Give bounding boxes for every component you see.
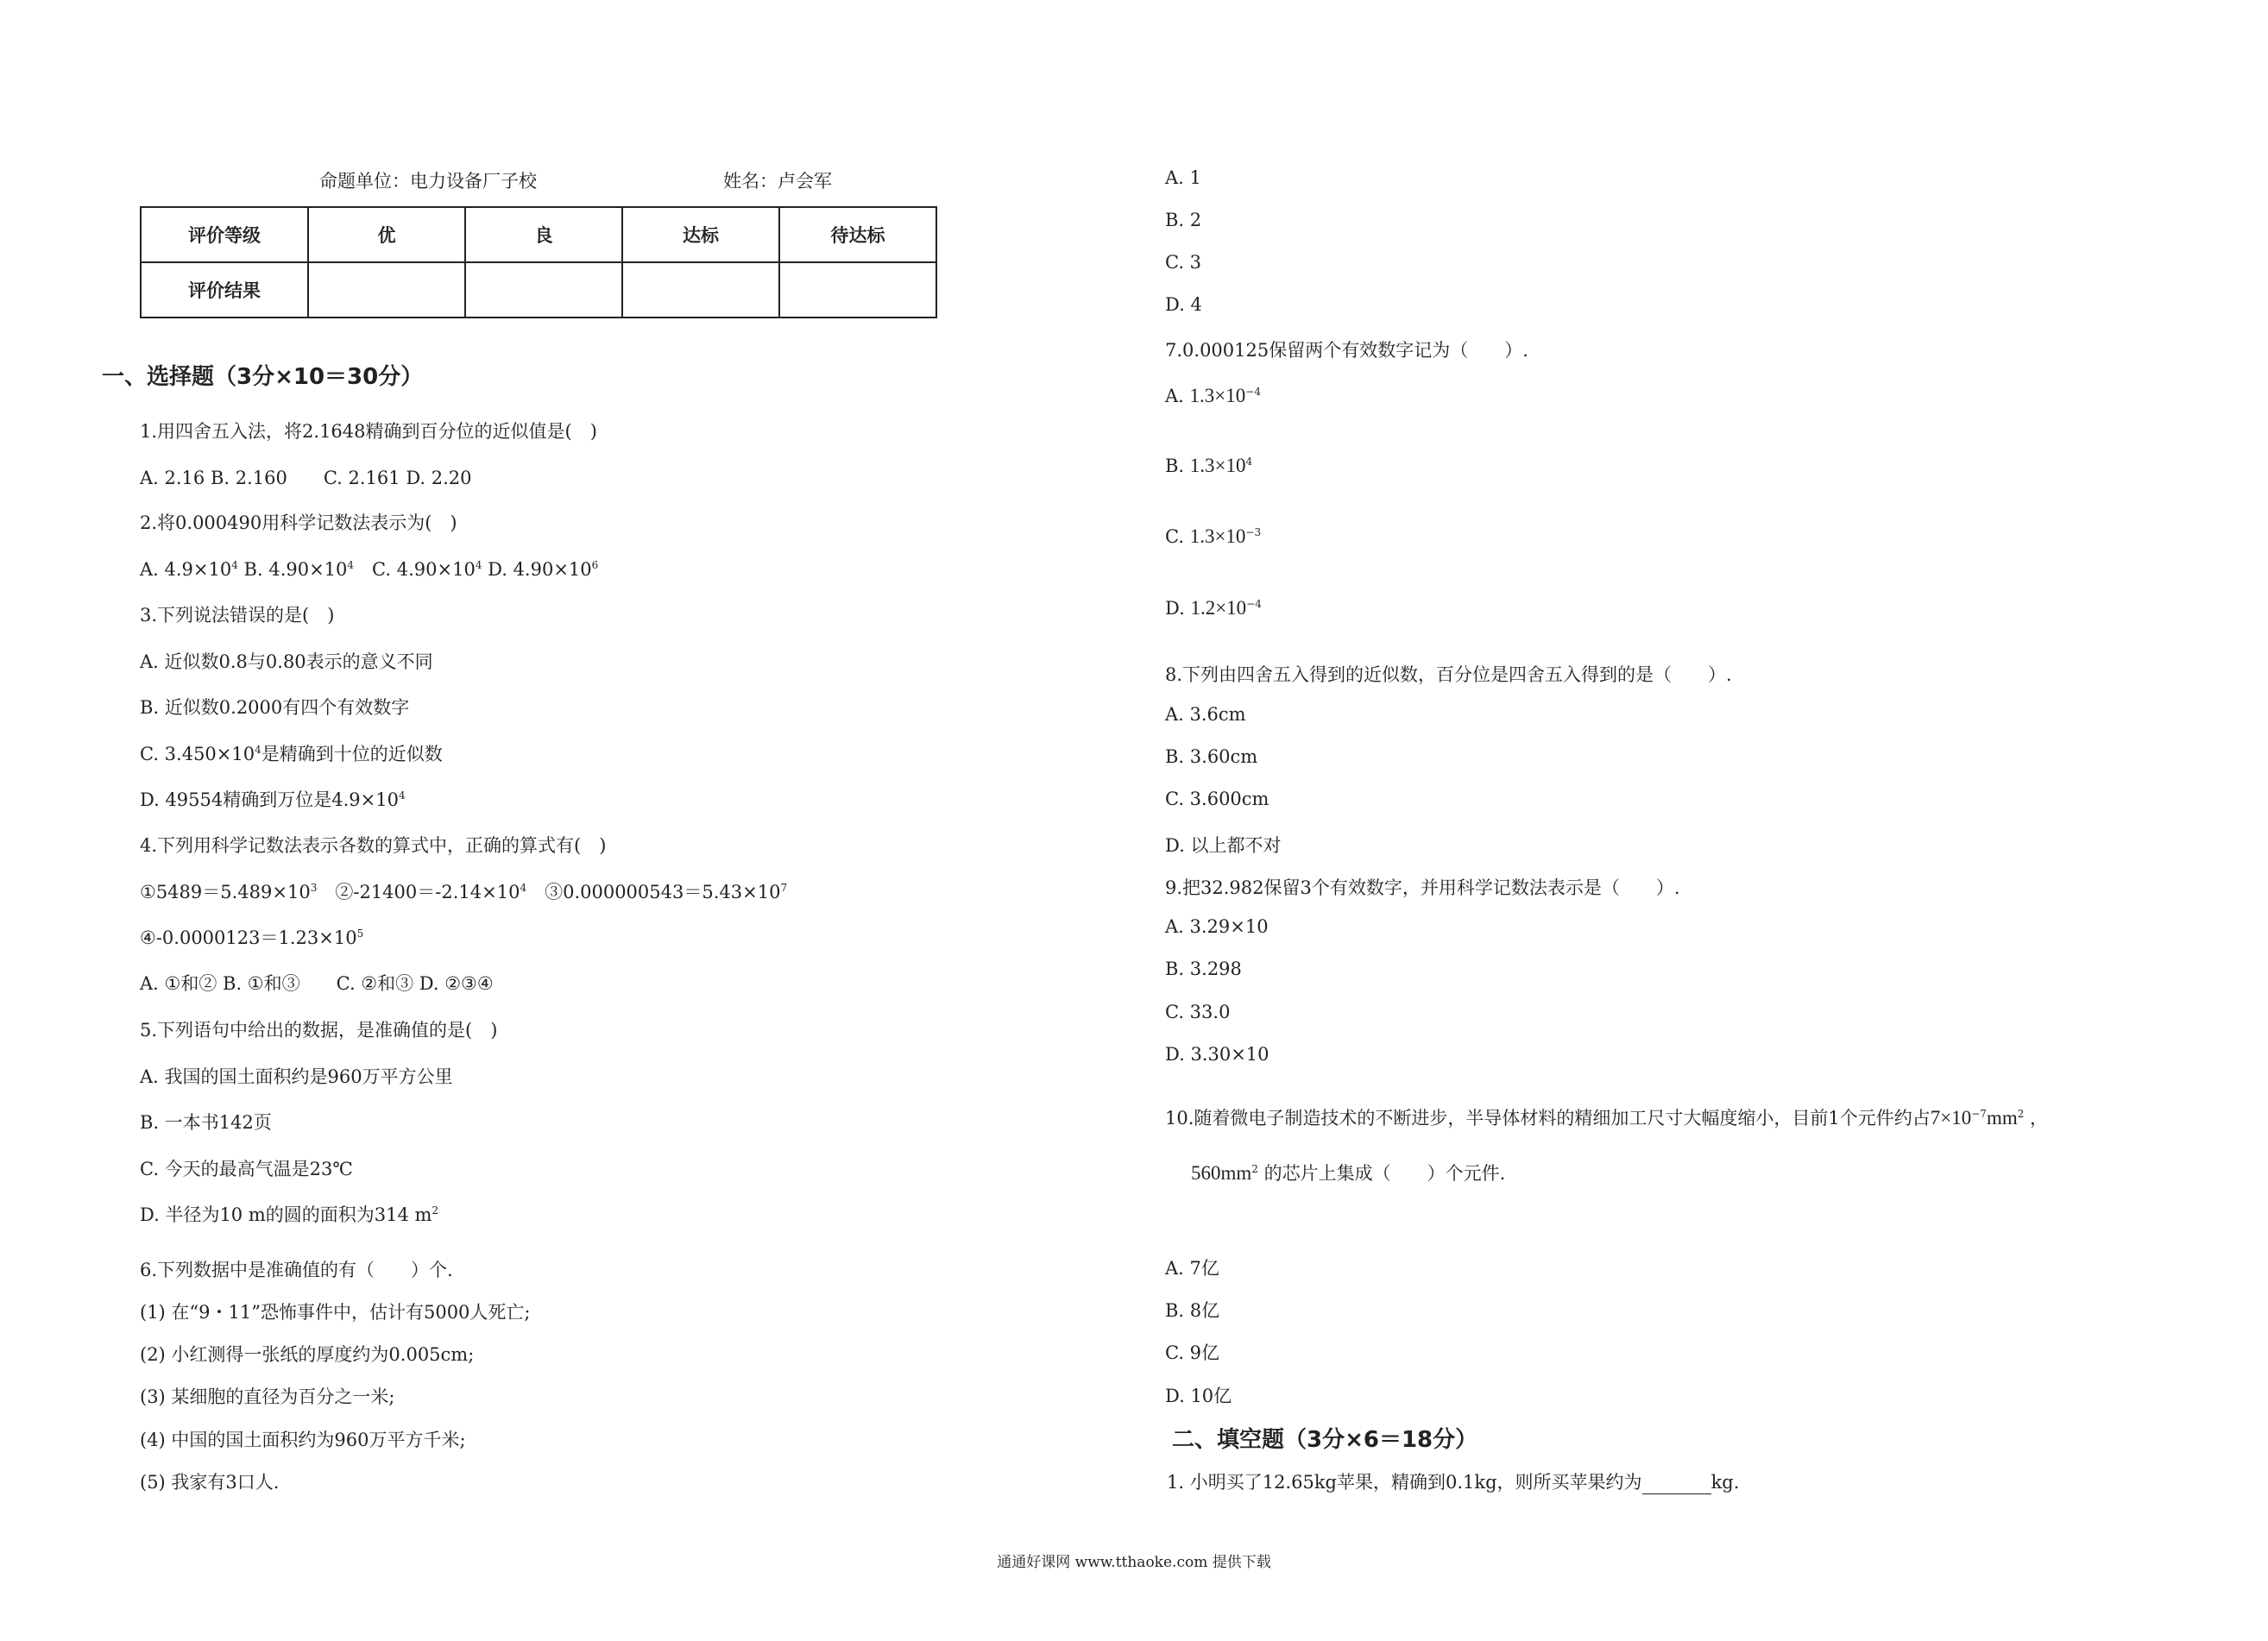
question-option: C. 33.0: [1165, 1002, 1231, 1022]
question-item: (4) 中国的国土面积约为960万平方千米;: [140, 1430, 466, 1450]
question-option: A. 3.29×10: [1165, 916, 1269, 937]
question-option: A. 近似数0.8与0.80表示的意义不同: [140, 651, 433, 672]
question-stem: 1.用四舍五入法，将2.1648精确到百分位的近似值是( ): [140, 421, 597, 442]
question-options: A. ①和② B. ①和③ C. ②和③ D. ②③④: [140, 973, 494, 994]
question-option: D. $1.2\times 10^{-4}$: [1165, 597, 1262, 619]
question-option: B. 一本书142页: [140, 1112, 272, 1133]
question-stem: 7.0.000125保留两个有效数字记为（ ）.: [1165, 340, 1528, 361]
table-cell: 良: [465, 207, 622, 262]
evaluation-table: [140, 206, 937, 318]
question-line: $560mm^2$ 的芯片上集成（ ）个元件.: [1191, 1162, 1506, 1184]
question-stem: 4.下列用科学记数法表示各数的算式中，正确的算式有( ): [140, 835, 607, 856]
question-stem: 5.下列语句中给出的数据，是准确值的是( ): [140, 1020, 498, 1041]
question-option: A. 3.6cm: [1165, 704, 1246, 725]
question-option: D. 以上都不对: [1165, 835, 1282, 856]
table-row: [141, 207, 936, 262]
question-option: B. $1.3\times 10^4$: [1165, 455, 1253, 476]
question-option: C. 3: [1165, 252, 1202, 273]
table-cell: 待达标: [779, 207, 936, 262]
question-option: D. 4: [1165, 294, 1202, 315]
question-option: B. 2: [1165, 210, 1202, 230]
table-cell: 评价等级: [141, 207, 308, 262]
section-title: 一、选择题（3分×10＝30分）: [102, 364, 424, 390]
question-stem: 9.把32.982保留3个有效数字，并用科学记数法表示是（ ）.: [1165, 877, 1680, 898]
table-cell: [308, 262, 465, 318]
table-cell: 评价结果: [141, 262, 308, 318]
question-stem: 2.将0.000490用科学记数法表示为( ): [140, 512, 457, 533]
question-option: B. 近似数0.2000有四个有效数字: [140, 697, 410, 718]
table-cell: [622, 262, 779, 318]
table-cell: 达标: [622, 207, 779, 262]
answer-blank: [1642, 1478, 1711, 1494]
table-row: [141, 262, 936, 318]
question-option: C. $3.450\times 10^4$是精确到十位的近似数: [140, 744, 443, 764]
question-stem: 6.下列数据中是准确值的有（ ）个.: [140, 1260, 453, 1280]
question-item: (2) 小红测得一张纸的厚度约为0.005cm;: [140, 1344, 475, 1365]
table-cell: [465, 262, 622, 318]
question-stem: 10.随着微电子制造技术的不断进步，半导体材料的精细加工尺寸大幅度缩小，目前1个元件约占$7\times 10^{-7}mm^2$ ，: [1165, 1107, 2049, 1129]
question-option: D. 10亿: [1165, 1386, 1232, 1406]
question-item: (5) 我家有3口人.: [140, 1472, 280, 1493]
question-option: A. 1: [1165, 167, 1201, 188]
question-option: A. 我国的国土面积约是960万平方公里: [140, 1066, 453, 1087]
question-options: A. 2.16 B. 2.160 C. 2.161 D. 2.20: [140, 468, 472, 488]
question-line: $①5489=5.489\times 10^3$ $②-21400=-2.14\times 10^4$ $③0.000000543=5.43\times 10^7$: [140, 882, 788, 902]
question-options: A. $4.9\times 10^4$ B. $4.90\times 10^4$ C. $4.90\times 10^4$ D. $4.90\times 10^6$: [140, 559, 599, 580]
question-option: B. 3.298: [1165, 959, 1242, 979]
question-option: B. 8亿: [1165, 1300, 1220, 1321]
question-option: D. 49554精确到万位是$4.9\times 10^4$: [140, 789, 406, 810]
question-stem: 8.下列由四舍五入得到的近似数，百分位是四舍五入得到的是（ ）.: [1165, 664, 1732, 685]
question-option: C. 今天的最高气温是23℃: [140, 1159, 353, 1179]
question-stem: 3.下列说法错误的是( ): [140, 605, 335, 626]
question-item: (3) 某细胞的直径为百分之一米;: [140, 1386, 395, 1407]
footer-credit: 通通好课网 www.tthaoke.com 提供下载: [997, 1554, 1271, 1571]
table-cell: [779, 262, 936, 318]
question-option: D. 3.30×10: [1165, 1044, 1269, 1065]
question-option: B. 3.60cm: [1165, 746, 1258, 767]
question-option: C. 9亿: [1165, 1342, 1220, 1363]
question-option: C. $1.3\times 10^{-3}$: [1165, 525, 1262, 547]
question-option: A. $1.3\times 10^{-4}$: [1165, 385, 1261, 406]
question-line: $④-0.0000123=1.23\times 10^5$: [140, 927, 364, 948]
question-stem: 1. 小明买了12.65kg苹果，精确到0.1kg，则所买苹果约为 kg.: [1167, 1472, 1740, 1493]
question-option: A. 7亿: [1165, 1258, 1219, 1279]
question-item: (1) 在“9・11”恐怖事件中，估计有5000人死亡;: [140, 1302, 531, 1323]
author-name: 姓名：卢会军: [723, 171, 832, 192]
question-option: C. 3.600cm: [1165, 789, 1269, 809]
section-title: 二、填空题（3分×6＝18分）: [1172, 1427, 1478, 1453]
table-cell: 优: [308, 207, 465, 262]
exam-unit: 命题单位：电力设备厂子校: [319, 171, 537, 192]
question-option: D. 半径为10 m的圆的面积为314 $m^2$: [140, 1204, 439, 1225]
